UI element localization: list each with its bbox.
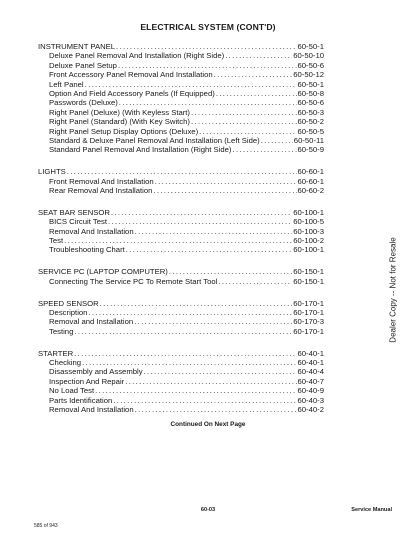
continued-note: Continued On Next Page bbox=[170, 421, 246, 428]
dot-leader bbox=[191, 117, 297, 126]
footer-manual-title: Service Manual bbox=[351, 507, 392, 513]
dot-leader bbox=[108, 217, 292, 226]
entry-label: Right Panel Setup Display Options (Deluxe) bbox=[49, 126, 199, 136]
dot-leader bbox=[126, 245, 292, 254]
toc-entry[interactable] bbox=[38, 136, 324, 145]
toc-section bbox=[38, 167, 324, 195]
page-number: 60-50-6 bbox=[297, 98, 324, 108]
page-title: ELECTRICAL SYSTEM (CONT'D) bbox=[140, 22, 276, 32]
page-number: 60-50-11 bbox=[293, 135, 324, 145]
page-number: 60-50-6 bbox=[297, 60, 324, 70]
page-number: 60-60-1 bbox=[297, 167, 324, 177]
entry-label: Front Removal And Installation bbox=[49, 176, 154, 186]
entry-label: Testing bbox=[49, 326, 74, 336]
toc-entry[interactable] bbox=[38, 186, 324, 195]
toc-entry[interactable] bbox=[38, 405, 324, 414]
dot-leader bbox=[261, 136, 293, 145]
section-label: INSTRUMENT PANEL bbox=[38, 42, 116, 51]
dot-leader bbox=[169, 267, 292, 276]
entry-label: Removal And Installation bbox=[49, 405, 134, 414]
dot-leader bbox=[82, 358, 296, 367]
dot-leader bbox=[88, 308, 292, 317]
toc-entry[interactable] bbox=[38, 108, 324, 117]
entry-label: Rear Removal And Installation bbox=[49, 185, 153, 195]
toc-section-heading[interactable] bbox=[38, 208, 324, 217]
footer-page-count: 585 of 943 bbox=[34, 523, 58, 529]
dot-leader bbox=[199, 127, 296, 136]
page-number: 60-170-1 bbox=[293, 307, 324, 317]
page-number: 60-40-1 bbox=[297, 358, 324, 368]
dot-leader bbox=[74, 327, 292, 336]
table-of-contents bbox=[38, 42, 324, 427]
toc-entry[interactable] bbox=[38, 308, 324, 317]
entry-label: BICS Circuit Test bbox=[49, 217, 107, 227]
toc-entry[interactable] bbox=[38, 145, 324, 154]
entry-label: Troubleshooting Chart bbox=[49, 245, 125, 255]
dot-leader bbox=[64, 236, 292, 245]
dot-leader bbox=[135, 405, 297, 414]
section-label: SEAT BAR SENSOR bbox=[38, 207, 110, 217]
entry-label: Connecting The Service PC To Remote Start Tool bbox=[49, 276, 218, 286]
dealer-copy-watermark: Dealer Copy -- Not for Resale bbox=[388, 237, 398, 343]
entry-label: Option And Field Accessory Panels (If Equipped) bbox=[49, 88, 215, 98]
page-number: 60-40-3 bbox=[297, 395, 324, 405]
page-number: 60-50-10 bbox=[293, 51, 324, 61]
toc-entry[interactable] bbox=[38, 236, 324, 245]
page-number: 60-40-9 bbox=[297, 386, 324, 396]
entry-label: Inspection And Repair bbox=[49, 376, 125, 386]
page-number: 60-150-1 bbox=[293, 267, 324, 277]
entry-label: Removal And Installation bbox=[49, 226, 134, 236]
page-number: 60-40-7 bbox=[297, 376, 324, 386]
section-label: SERVICE PC (LAPTOP COMPUTER) bbox=[38, 267, 168, 277]
entry-label: No Load Test bbox=[49, 386, 95, 396]
page-number: 60-100-3 bbox=[293, 226, 324, 236]
dot-leader bbox=[191, 108, 297, 117]
entry-label: Parts Identification bbox=[49, 395, 113, 405]
page-number: 60-50-8 bbox=[297, 88, 324, 98]
dot-leader bbox=[67, 167, 297, 176]
toc-entry[interactable] bbox=[38, 367, 324, 376]
page-number: 60-50-1 bbox=[297, 42, 324, 51]
toc-entry[interactable] bbox=[38, 245, 324, 254]
toc-section-heading[interactable] bbox=[38, 42, 324, 51]
entry-label: Standard Panel Removal And Installation (Right Side) bbox=[49, 145, 232, 155]
toc-entry[interactable] bbox=[38, 177, 324, 186]
dot-leader bbox=[225, 51, 292, 60]
page-number: 60-170-1 bbox=[293, 326, 324, 336]
entry-label: Front Accessory Panel Removal And Installation bbox=[49, 70, 213, 80]
page-number: 60-60-2 bbox=[297, 185, 324, 195]
dot-leader bbox=[135, 227, 293, 236]
entry-label: Description bbox=[49, 307, 88, 317]
entry-label: Test bbox=[49, 236, 64, 246]
page-number: 60-50-12 bbox=[293, 70, 324, 80]
toc-section bbox=[38, 349, 324, 415]
toc-entry[interactable] bbox=[38, 377, 324, 386]
toc-entry[interactable] bbox=[38, 227, 324, 236]
entry-label: Standard & Deluxe Panel Removal And Installation (Left Side) bbox=[49, 135, 260, 145]
toc-section-heading[interactable] bbox=[38, 349, 324, 358]
dot-leader bbox=[218, 277, 292, 286]
dot-leader bbox=[232, 145, 296, 154]
toc-entry[interactable] bbox=[38, 358, 324, 367]
section-label: STARTER bbox=[38, 348, 74, 358]
entry-label: Deluxe Panel Setup bbox=[49, 60, 117, 70]
page-number: 60-100-5 bbox=[293, 217, 324, 227]
page-number: 60-50-9 bbox=[297, 145, 324, 155]
page-number: 60-40-4 bbox=[297, 367, 324, 377]
dot-leader bbox=[155, 177, 297, 186]
dot-leader bbox=[134, 317, 292, 326]
toc-section-heading[interactable] bbox=[38, 267, 324, 276]
toc-entry[interactable] bbox=[38, 80, 324, 89]
page-number: 60-100-1 bbox=[293, 245, 324, 255]
dot-leader bbox=[95, 386, 296, 395]
toc-entry[interactable] bbox=[38, 317, 324, 326]
dot-leader bbox=[116, 42, 296, 51]
toc-entry[interactable] bbox=[38, 396, 324, 405]
dot-leader bbox=[74, 349, 296, 358]
dot-leader bbox=[118, 61, 297, 70]
toc-entry[interactable] bbox=[38, 61, 324, 70]
toc-section bbox=[38, 42, 324, 155]
toc-section bbox=[38, 299, 324, 337]
entry-label: Removal and Installation bbox=[49, 317, 134, 327]
page-number: 60-100-2 bbox=[293, 236, 324, 246]
page-number: 60-170-1 bbox=[293, 298, 324, 308]
toc-entry[interactable] bbox=[38, 217, 324, 226]
toc-section bbox=[38, 208, 324, 255]
dot-leader bbox=[111, 208, 292, 217]
page-number: 60-50-3 bbox=[297, 107, 324, 117]
page-number: 60-50-5 bbox=[297, 126, 324, 136]
dot-leader bbox=[125, 377, 296, 386]
toc-entry[interactable] bbox=[38, 89, 324, 98]
toc-entry[interactable] bbox=[38, 327, 324, 336]
dot-leader bbox=[113, 396, 296, 405]
page-number: 60-170-3 bbox=[293, 317, 324, 327]
toc-section-heading[interactable] bbox=[38, 299, 324, 308]
entry-label: Passwords (Deluxe) bbox=[49, 98, 118, 108]
dot-leader bbox=[119, 98, 297, 107]
dot-leader bbox=[153, 186, 296, 195]
page-number: 60-50-2 bbox=[297, 117, 324, 127]
dot-leader bbox=[100, 299, 293, 308]
entry-label: Disassembly and Assembly bbox=[49, 367, 143, 377]
page-number: 60-40-2 bbox=[297, 405, 324, 414]
section-label: SPEED SENSOR bbox=[38, 298, 99, 308]
toc-section-heading[interactable] bbox=[38, 167, 324, 176]
page-number: 60-50-1 bbox=[297, 79, 324, 89]
dot-leader bbox=[216, 89, 297, 98]
dot-leader bbox=[214, 70, 293, 79]
toc-entry[interactable] bbox=[38, 117, 324, 126]
entry-label: Left Panel bbox=[49, 79, 84, 89]
entry-label: Checking bbox=[49, 358, 82, 368]
toc-section bbox=[38, 267, 324, 286]
dot-leader bbox=[85, 80, 297, 89]
page-number: 60-150-1 bbox=[293, 276, 324, 286]
page-number: 60-100-1 bbox=[293, 207, 324, 217]
toc-entry[interactable] bbox=[38, 127, 324, 136]
section-label: LIGHTS bbox=[38, 167, 66, 177]
toc-entry[interactable] bbox=[38, 51, 324, 60]
dot-leader bbox=[144, 367, 297, 376]
toc-entry[interactable] bbox=[38, 386, 324, 395]
entry-label: Right Panel (Deluxe) (With Keyless Start) bbox=[49, 107, 190, 117]
page-number: 60-40-1 bbox=[297, 348, 324, 358]
toc-entry[interactable] bbox=[38, 277, 324, 286]
toc-entry[interactable] bbox=[38, 98, 324, 107]
footer-page-code: 60-03 bbox=[200, 507, 216, 513]
toc-entry[interactable] bbox=[38, 70, 324, 79]
entry-label: Right Panel (Standard) (With Key Switch) bbox=[49, 117, 190, 127]
entry-label: Deluxe Panel Removal And Installation (Right Side) bbox=[49, 51, 225, 61]
page-number: 60-60-1 bbox=[297, 176, 324, 186]
